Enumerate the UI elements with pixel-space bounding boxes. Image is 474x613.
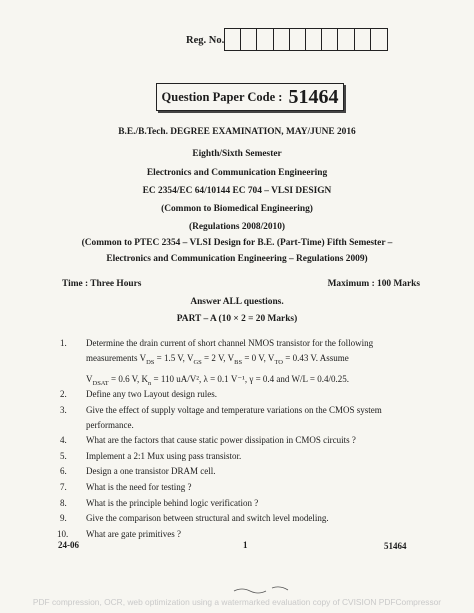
course-title: EC 2354/EC 64/10144 EC 704 – VLSI DESIGN <box>142 186 332 196</box>
watermark-text: PDF compression, OCR, web optimization using a watermarked evaluation copy of CVISION PDFCompressor <box>32 597 442 607</box>
question-1-line-2: measurements $V_{DS} = 1.5$ V, $V_{GS} = 2$ V, $V_{BS} = 0$ V, $V_{TO} = 0.43$ V. Assume <box>86 353 349 366</box>
question-9-text: Give the comparison between structural and switch level modeling. <box>86 513 329 523</box>
common-ptec-line-1: (Common to PTEC 2354 – VLSI Design for B.E. (Part-Time) Fifth Semester – <box>81 238 393 248</box>
question-number: 1. <box>60 338 67 348</box>
question-2-text: Define any two Layout design rules. <box>86 389 217 399</box>
question-4-text: What are the factors that cause static power dissipation in CMOS circuits ? <box>86 435 356 445</box>
reg-no-boxes <box>224 28 388 51</box>
time-allowed: Time : Three Hours <box>62 279 142 289</box>
footer-left-code: 24-06 <box>58 540 79 550</box>
signature-scribble <box>232 583 302 595</box>
common-to-line: (Common to Biomedical Engineering) <box>161 204 313 214</box>
time-marks-row <box>62 279 420 289</box>
reg-no-box <box>338 29 354 50</box>
question-1-line-3: $V_{DSAT} = 0.6$ V, $K_n = 110$ uA/V², λ = 0.1 V⁻¹, γ = 0.4 and W/L = 0.4/0.25. <box>86 373 349 387</box>
question-5-text: Implement a 2:1 Mux using pass transistor. <box>86 451 242 461</box>
footer-paper-code: 51464 <box>384 541 407 551</box>
question-1-line-1: Determine the drain current of short channel NMOS transistor for the following <box>86 338 374 348</box>
part-a-heading: PART – A (10 × 2 = 20 Marks) <box>176 314 298 324</box>
reg-no-box <box>257 29 273 50</box>
regulations: (Regulations 2008/2010) <box>188 222 286 232</box>
reg-no-box <box>274 29 290 50</box>
question-number: 6. <box>60 466 67 476</box>
common-ptec-line-2: Electronics and Communication Engineering – Regulations 2009) <box>106 254 368 264</box>
question-8-text: What is the principle behind logic verification ? <box>86 498 259 508</box>
reg-no-box <box>290 29 306 50</box>
question-number: 7. <box>60 482 67 492</box>
department: Electronics and Communication Engineering <box>146 168 328 178</box>
question-number: 5. <box>60 451 67 461</box>
reg-no-box <box>225 29 241 50</box>
question-10-text: What are gate primitives ? <box>86 529 181 539</box>
exam-title: B.E./B.Tech. DEGREE EXAMINATION, MAY/JUNE 2016 <box>118 127 356 137</box>
question-paper-code-box <box>156 83 344 111</box>
question-6-text: Design a one transistor DRAM cell. <box>86 466 216 476</box>
question-number: 2. <box>60 389 67 399</box>
instructions: Answer ALL questions. <box>190 297 284 307</box>
reg-no-box <box>322 29 338 50</box>
maximum-marks: Maximum : 100 Marks <box>327 279 420 289</box>
question-number: 4. <box>60 435 67 445</box>
question-number: 9. <box>60 513 67 523</box>
question-3-line-2: performance. <box>86 420 134 430</box>
reg-no-box <box>371 29 387 50</box>
reg-no-box <box>306 29 322 50</box>
question-number: 8. <box>60 498 67 508</box>
question-number: 10. <box>57 529 69 539</box>
question-paper-code: 51464 <box>288 85 339 108</box>
reg-no-box <box>241 29 257 50</box>
question-3-line-1: Give the effect of supply voltage and temperature variations on the CMOS system <box>86 405 382 415</box>
question-1-text <box>86 336 422 391</box>
reg-no-box <box>355 29 371 50</box>
question-paper-code-label: Question Paper Code : <box>161 89 283 104</box>
question-7-text: What is the need for testing ? <box>86 482 192 492</box>
question-number: 3. <box>60 405 67 415</box>
page-number: 1 <box>243 540 248 550</box>
reg-no-label: Reg. No. <box>186 35 225 46</box>
semester: Eighth/Sixth Semester <box>192 149 282 159</box>
question-3-text <box>86 403 422 433</box>
